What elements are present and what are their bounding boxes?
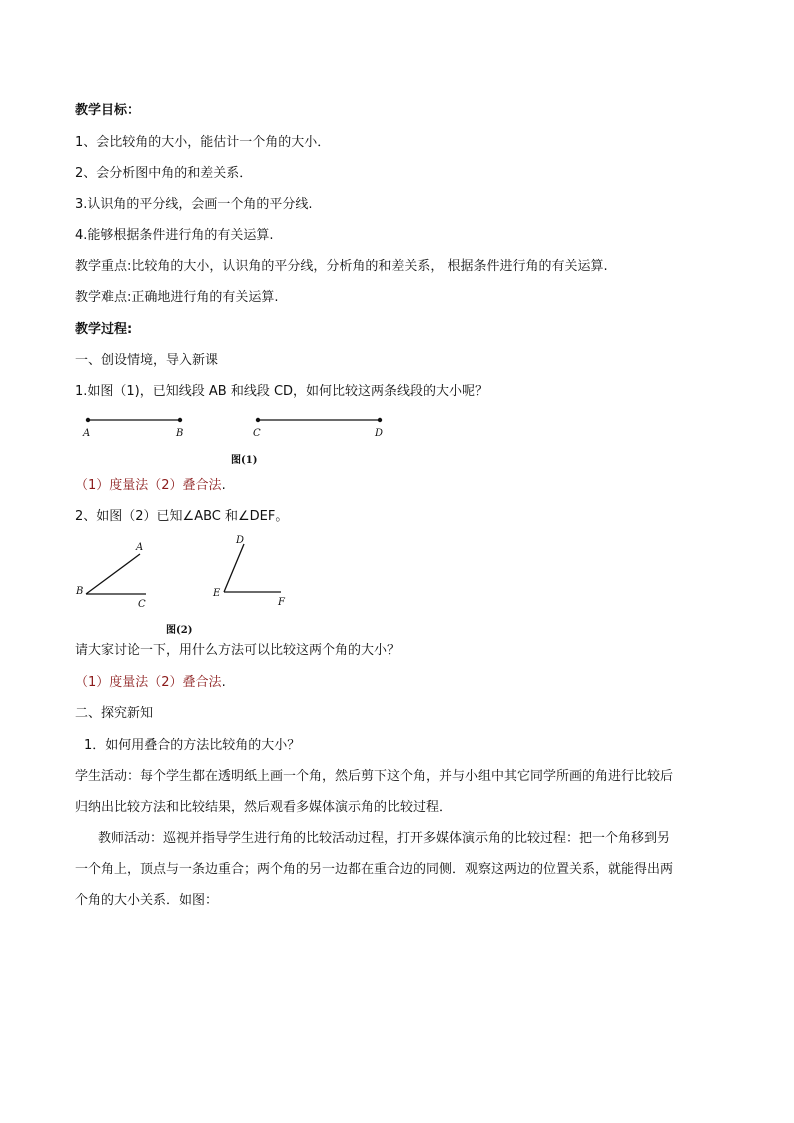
objective-item: 4.能够根据条件进行角的有关运算.	[75, 228, 274, 243]
answer-1-period: .	[221, 478, 226, 493]
teacher-activity-cont: 个角的大小关系．如图：	[75, 893, 219, 908]
figure-1-segments	[78, 410, 398, 444]
point-a	[86, 418, 90, 422]
objective-item: 3.认识角的平分线，会画一个角的平分线.	[75, 197, 313, 212]
ray-ba	[86, 554, 140, 594]
figure-2-angles	[74, 534, 304, 614]
objective-item: 2、会分析图中角的和差关系．	[75, 166, 253, 181]
label-c: C	[253, 428, 261, 439]
label-angle-d: D	[236, 535, 245, 546]
difficulty: 教学难点:正确地进行角的有关运算.	[75, 290, 279, 305]
label-angle-e: E	[213, 588, 221, 599]
label-a: A	[83, 428, 91, 439]
question-1: 1.如图（1)，已知线段 AB 和线段 CD，如何比较这两条线段的大小呢？	[75, 384, 489, 399]
label-angle-f: F	[278, 597, 285, 608]
objective-item: 1、会比较角的大小，能估计一个角的大小．	[75, 135, 331, 150]
point-c	[256, 418, 260, 422]
answer-2	[75, 675, 226, 691]
figure-1-caption: 图(1)	[231, 455, 258, 466]
label-angle-c: C	[138, 599, 146, 610]
objectives-heading: 教学目标：	[75, 103, 141, 118]
answer-2-measure: （1）度量法（2）	[75, 675, 183, 690]
student-activity: 学生活动：每个学生都在透明纸上画一个角，然后剪下这个角，并与小组中其它同学所画的角进行比较后	[75, 769, 674, 784]
figure-2-caption: 图(2)	[166, 625, 193, 636]
label-angle-b: B	[76, 586, 84, 597]
question-2: 2、如图（2）已知∠ABC 和∠DEF。	[75, 509, 289, 524]
answer-2-period: .	[221, 675, 226, 690]
teacher-activity-cont: 一个角上，顶点与一条边重合；两个角的另一边都在重合边的同侧．观察这两边的位置关系，就能得出两	[75, 862, 674, 877]
ray-ed	[224, 544, 244, 592]
section-heading: 一、创设情境，导入新课	[75, 353, 219, 368]
answer-1-overlap: 叠合法	[182, 478, 222, 493]
answer-1-measure: （1）度量法（2）	[75, 478, 183, 493]
label-angle-a: A	[136, 542, 144, 553]
discussion-prompt: 请大家讨论一下，用什么方法可以比较这两个角的大小？	[75, 643, 401, 658]
answer-1	[75, 478, 226, 494]
point-d	[378, 418, 382, 422]
process-heading: 教学过程:	[75, 322, 133, 337]
teacher-activity: 教师活动：巡视并指导学生进行角的比较活动过程，打开多媒体演示角的比较过程：把一个角移到另	[98, 831, 671, 846]
label-b: B	[176, 428, 184, 439]
section-heading: 二、探究新知	[75, 706, 154, 721]
answer-2-overlap: 叠合法	[182, 675, 222, 690]
sub-question: 1．如何用叠合的方法比较角的大小？	[84, 738, 301, 753]
key-points: 教学重点:比较角的大小，认识角的平分线，分析角的和差关系， 根据条件进行角的有关运算.	[75, 259, 608, 274]
point-b	[178, 418, 182, 422]
student-activity-cont: 归纳出比较方法和比较结果，然后观看多媒体演示角的比较过程．	[75, 800, 453, 815]
label-d: D	[375, 428, 384, 439]
